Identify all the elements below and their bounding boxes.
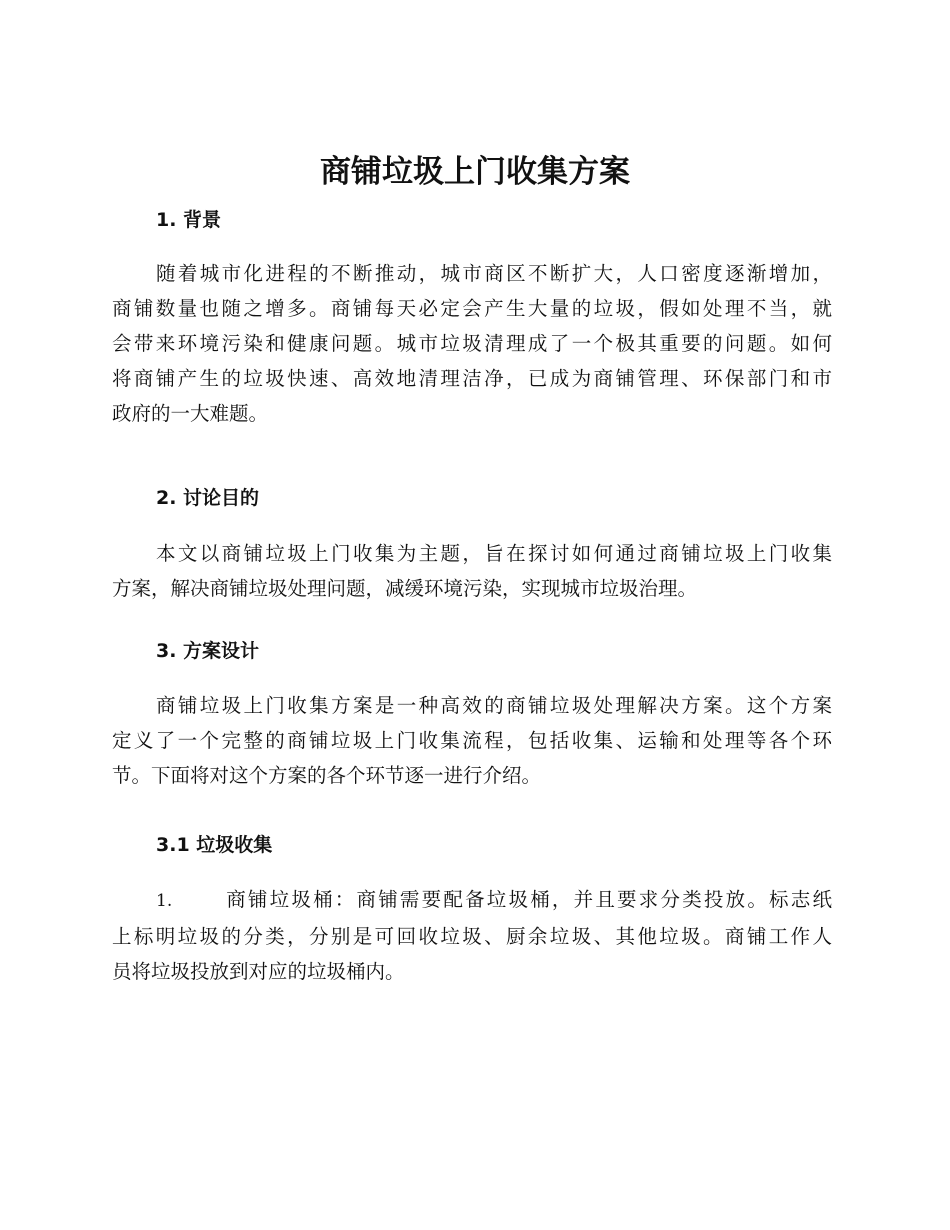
design-paragraph xyxy=(112,688,832,793)
paragraph-line: 上标明垃圾的分类，分别是可回收垃圾、厨余垃圾、其他垃圾。商铺工作人 xyxy=(112,925,832,948)
paragraph-line: 定义了一个完整的商铺垃圾上门收集流程，包括收集、运输和处理等各个环 xyxy=(112,729,832,752)
background-paragraph xyxy=(112,256,832,431)
paragraph-line: 政府的一大难题。 xyxy=(112,402,269,425)
paragraph-line: 商铺垃圾上门收集方案是一种高效的商铺垃圾处理解决方案。这个方案 xyxy=(156,694,832,717)
list-item-number: 1. xyxy=(156,891,173,911)
paragraph-line: 商铺数量也随之增多。商铺每天必定会产生大量的垃圾，假如处理不当，就 xyxy=(112,297,832,320)
paragraph-line: 将商铺产生的垃圾快速、高效地清理洁净，已成为商铺管理、环保部门和市 xyxy=(112,367,832,390)
paragraph-line: 随着城市化进程的不断推动，城市商区不断扩大，人口密度逐渐增加， xyxy=(156,262,832,285)
list-item-first-line xyxy=(112,882,832,919)
document-title: 商铺垃圾上门收集方案 xyxy=(320,154,630,190)
paragraph-line: 员将垃圾投放到对应的垃圾桶内。 xyxy=(112,960,405,983)
section-heading-purpose: 2. 讨论目的 xyxy=(156,487,260,509)
paragraph-line: 本文以商铺垃圾上门收集为主题，旨在探讨如何通过商铺垃圾上门收集 xyxy=(156,542,832,565)
section-heading-design: 3. 方案设计 xyxy=(156,640,260,662)
list-item-text: 商铺垃圾桶：商铺需要配备垃圾桶，并且要求分类投放。标志纸 xyxy=(224,888,832,911)
paragraph-line: 会带来环境污染和健康问题。城市垃圾清理成了一个极其重要的问题。如何 xyxy=(112,332,832,355)
paragraph-line: 节。下面将对这个方案的各个环节逐一进行介绍。 xyxy=(112,764,542,787)
collection-list-item xyxy=(112,882,832,989)
section-heading-background: 1. 背景 xyxy=(156,209,222,231)
purpose-paragraph xyxy=(112,536,832,606)
section-heading-collection: 3.1 垃圾收集 xyxy=(156,834,273,856)
paragraph-line: 方案，解决商铺垃圾处理问题，减缓环境污染，实现城市垃圾治理。 xyxy=(112,577,698,600)
